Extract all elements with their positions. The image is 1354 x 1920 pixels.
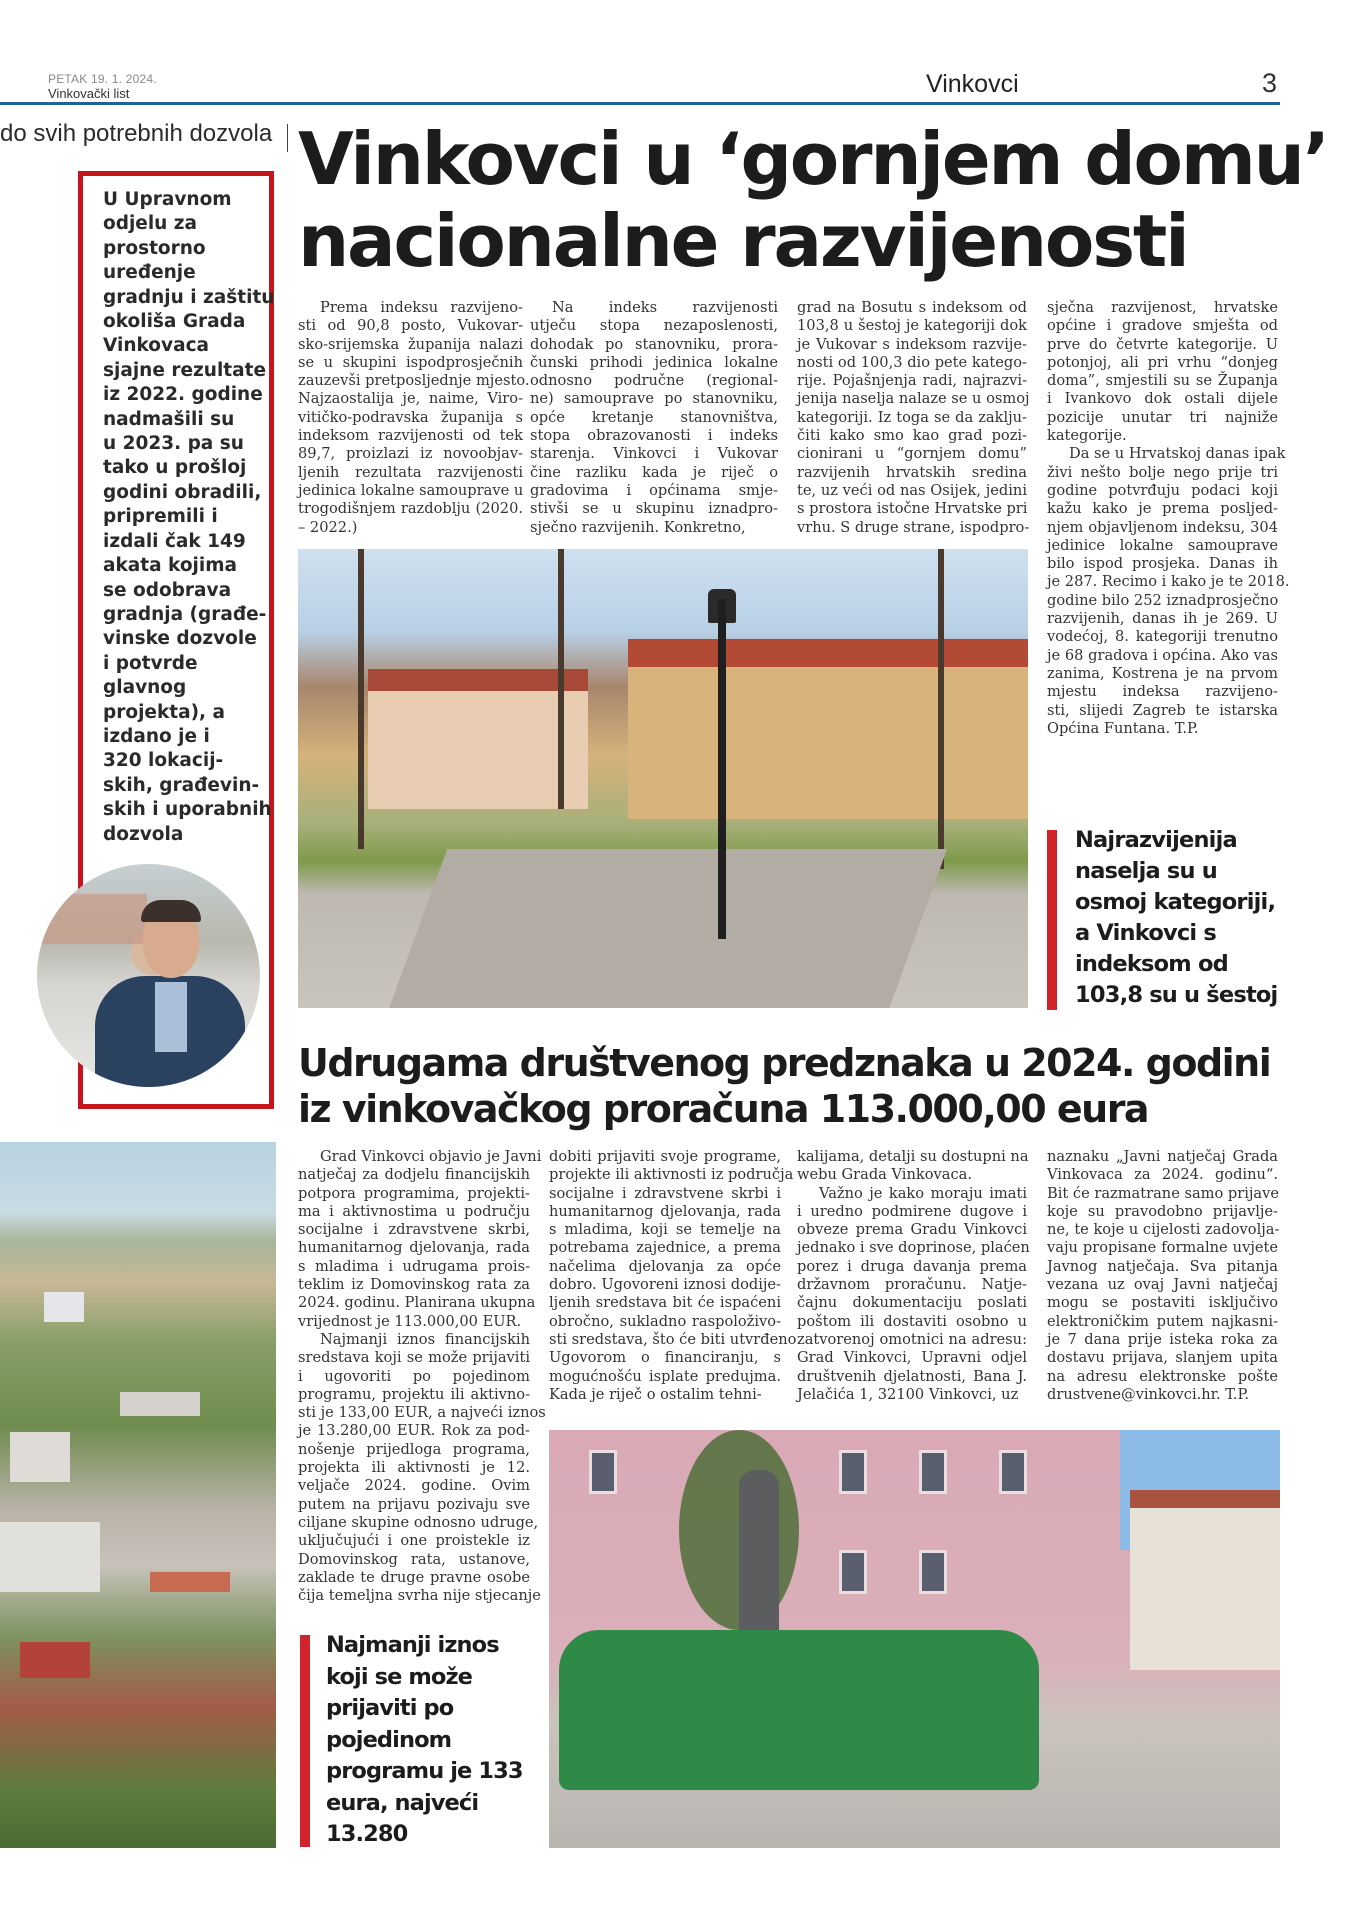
text-line: kalijama, detalji su dostupni na xyxy=(797,1148,1029,1165)
photo-tree xyxy=(938,549,944,869)
aerial-roof xyxy=(150,1572,230,1592)
aerial-building xyxy=(10,1432,70,1482)
text-line: Općina Funtana. T.P. xyxy=(1047,719,1199,737)
text-line: pojedinom xyxy=(326,1726,452,1753)
text-line: drustvene@vinkovci.hr. T.P. xyxy=(1047,1385,1250,1403)
text-line: gradnju i zaštitu xyxy=(103,286,275,308)
text-line: prijaviti po xyxy=(326,1695,454,1721)
text-line: jednako i sve doprinose, plaćen xyxy=(797,1239,1030,1257)
text-line: je Vukovar s indeksom razvije- xyxy=(797,335,1027,353)
photo-historic-building xyxy=(628,639,1028,819)
text-line: skih i uporabnih xyxy=(103,799,272,821)
headline-line: nacionalne razvijenosti xyxy=(298,199,1188,283)
text-line: s mladima i udrugama prois- xyxy=(298,1257,530,1275)
text-line: godine bilo 252 iznadprosječno xyxy=(1047,591,1279,609)
photo-tree xyxy=(558,549,564,809)
article1-column-4 xyxy=(1047,299,1290,738)
text-line: obročno, sukladno raspoloživo- xyxy=(549,1312,781,1330)
portrait-photo xyxy=(37,864,260,1087)
text-line: nošenje prijedloga programa, xyxy=(298,1440,530,1458)
text-line: ne) samouprave po stanovniku, xyxy=(530,390,778,408)
text-line: Domovinskog rata, ustanove, xyxy=(298,1550,530,1568)
article2-column-1 xyxy=(298,1148,546,1605)
sidebar-kicker: do svih potrebnih dozvola xyxy=(0,120,273,147)
text-line: gradovima i općinama smje- xyxy=(530,481,778,499)
text-line: jedinica lokalne samouprave u xyxy=(298,481,524,499)
text-line: skih, građevin- xyxy=(103,774,260,796)
text-line: Da se u Hrvatskoj danas ipak xyxy=(1069,445,1286,463)
text-line: bilo ispod prosjeka. Danas ih xyxy=(1047,555,1278,573)
aerial-building xyxy=(0,1522,100,1592)
text-line: uključujući i one proistekle iz xyxy=(298,1532,530,1550)
text-line: čunski prihodi jedinica lokalne xyxy=(530,353,778,371)
text-line: pozicije unutar tri najniže xyxy=(1047,408,1278,426)
text-line: je 7 dana prije isteka roka za xyxy=(1047,1330,1278,1348)
text-line: potonjoj, ali pri vrhu “donjeg xyxy=(1047,353,1278,371)
publication-name: Vinkovački list xyxy=(48,86,130,101)
text-line: osmoj kategoriji, xyxy=(1075,889,1276,915)
text-line: cionirani u “gornjem domu” xyxy=(797,445,1027,463)
text-line: veljače 2024. godine. Ovim xyxy=(298,1477,530,1495)
text-line: sredstava koji se može prijaviti xyxy=(298,1349,530,1367)
photo-window xyxy=(999,1450,1027,1494)
text-line: Najmanji iznos xyxy=(326,1632,499,1658)
text-line: ljenih sredstava bit će ispaćeni xyxy=(549,1294,781,1312)
headline-line: Vinkovci u ‘gornjem domu’ xyxy=(298,117,1328,201)
text-line: njem objavljenom indeksu, 304 xyxy=(1047,518,1278,536)
text-line: vitičko-podravska županija s xyxy=(298,408,523,426)
text-line: se u skupini ispodprosječnih xyxy=(298,353,523,371)
text-line: jenija naselja nalaze se u osmoj xyxy=(797,390,1030,408)
text-line: dohodak po stanovniku, prora- xyxy=(530,335,778,353)
photo-pathway xyxy=(389,849,947,1008)
aerial-building xyxy=(44,1292,84,1322)
text-line: čija temeljna svrha nije stjecanje xyxy=(298,1587,541,1605)
text-line: dozvola xyxy=(103,823,184,845)
text-line: sti od 90,8 posto, Vukovar- xyxy=(298,317,523,335)
article2-photo xyxy=(549,1430,1280,1848)
photo-window xyxy=(919,1550,947,1594)
text-line: Prema indeksu razvijeno- xyxy=(320,299,523,316)
article2-column-2 xyxy=(549,1148,797,1404)
text-line: godine potvrđuju podaci koji xyxy=(1047,481,1278,499)
text-line: okoliša Grada xyxy=(103,311,246,333)
photo-buildings xyxy=(1130,1490,1280,1670)
text-line: programu, projektu ili aktivno- xyxy=(298,1385,530,1403)
text-line: kategorije. xyxy=(1047,427,1127,445)
article1-photo xyxy=(298,549,1028,1008)
text-line: vodećoj, 8. kategoriji trenutno xyxy=(1047,628,1278,646)
text-line: humanitarnog djelovanja, rada xyxy=(298,1239,530,1257)
text-line: gradnja (građe- xyxy=(103,603,267,625)
text-line: potpora programima, projekti- xyxy=(298,1184,530,1202)
text-line: humanitarnog djelovanja, rada xyxy=(549,1202,781,1220)
text-line: i Ivankovo dok ostali dijele xyxy=(1047,390,1278,408)
text-line: načelima djelovanja za opće xyxy=(549,1257,781,1275)
photo-window xyxy=(839,1450,867,1494)
text-line: Grad Vinkovci, Upravni odjel xyxy=(797,1349,1027,1367)
text-line: projekte ili aktivnosti iz područja xyxy=(549,1166,794,1184)
text-line: a Vinkovci s xyxy=(1075,920,1216,946)
text-line: 103,8 su u šestoj xyxy=(1075,982,1278,1008)
text-line: projekta), a xyxy=(103,701,226,723)
text-line: mogu se postaviti isključivo xyxy=(1047,1294,1278,1312)
text-line: čine razliku kada je riječ o xyxy=(530,463,778,481)
article2-column-3 xyxy=(797,1148,1030,1404)
text-line: dobiti prijaviti svoje programe, xyxy=(549,1148,781,1165)
text-line: je 68 gradova i općina. Ako vas xyxy=(1047,646,1278,664)
text-line: sjajne rezultate xyxy=(103,359,267,381)
text-line: vrhu. S druge strane, ispodpro- xyxy=(797,518,1030,536)
article1-column-3 xyxy=(797,299,1030,537)
text-line: mjestu indeksa razvijeno- xyxy=(1047,683,1278,701)
pull-quote-bar xyxy=(300,1635,310,1847)
text-line: grad na Bosutu s indeksom od xyxy=(797,299,1027,316)
text-line: elektroničkim putem najkasni- xyxy=(1047,1312,1278,1330)
text-line: – 2022.) xyxy=(298,518,358,536)
text-line: Najzaostalija je, naime, Viro- xyxy=(298,390,523,408)
text-line: Vinkovaca za 2024. godinu“. xyxy=(1047,1166,1278,1184)
photo-building xyxy=(368,669,588,809)
text-line: i ugovoriti po pojedinom xyxy=(298,1367,530,1385)
text-line: odnosno područne (regional- xyxy=(530,372,778,390)
text-line: izdali čak 149 xyxy=(103,530,246,552)
text-line: ciljane skupine odnosno udruge, xyxy=(298,1513,539,1531)
headline-line: Udrugama društvenog predznaka u 2024. godini xyxy=(298,1041,1271,1085)
text-line: razvijenih, danas ih je 269. U xyxy=(1047,610,1278,628)
text-line: vaju propisane formalne uvjete xyxy=(1047,1239,1278,1257)
text-line: sti je 133,00 EUR, a najveći iznos xyxy=(298,1404,546,1422)
text-line: sječna razvijenost, hrvatske xyxy=(1047,299,1278,316)
portrait-background-building xyxy=(37,894,147,944)
pull-quote-bar xyxy=(1047,830,1057,1010)
text-line: se odobrava xyxy=(103,579,232,601)
text-line: Kada je riječ o ostalim tehni- xyxy=(549,1385,762,1403)
text-line: s prostora istočne Hrvatske pri xyxy=(797,500,1028,518)
text-line: Važno je kako moraju imati xyxy=(819,1184,1027,1202)
text-line: indeksom od xyxy=(1075,951,1228,977)
article1-headline xyxy=(298,117,1328,283)
photo-group-of-people xyxy=(559,1630,1039,1790)
text-line: eura, najveći xyxy=(326,1789,479,1816)
text-line: naselja su u xyxy=(1075,858,1217,884)
text-line: zaklade te druge pravne osobe xyxy=(298,1568,530,1586)
text-line: razvijenih hrvatskih sredina xyxy=(797,463,1027,481)
text-line: trogodišnjem razdoblju (2020. xyxy=(298,500,523,518)
text-line: te, uz veći od nas Osijek, jedini xyxy=(797,481,1027,499)
text-line: Javnog natječaja. Sva pitanja xyxy=(1047,1257,1278,1275)
text-line: sječno razvijenih. Konkretno, xyxy=(530,518,746,536)
text-line: dostavu prijava, slanjem upita xyxy=(1047,1349,1278,1367)
article2-headline xyxy=(298,1040,1298,1132)
text-line: akata kojima xyxy=(103,555,237,577)
text-line: putem na prijavu pozivaju sve xyxy=(298,1495,530,1513)
text-line: opće kretanje stanovništva, xyxy=(530,408,778,426)
text-line: 103,8 u šestoj je kategoriji dok xyxy=(797,317,1027,335)
text-line: i uredno podmirene dugove i xyxy=(797,1202,1027,1220)
text-line: stopa obrazovanosti i indeks xyxy=(530,427,778,445)
text-line: Jelačića 1, 32100 Vinkovci, uz xyxy=(797,1385,1019,1403)
text-line: porez i druga davanja prema xyxy=(797,1257,1027,1275)
text-line: vezana uz ovaj Javni natječaj xyxy=(1047,1276,1278,1294)
header-rule xyxy=(0,102,1280,105)
text-line: je 287. Recimo i kako je te 2018. xyxy=(1047,573,1290,591)
text-line: Najrazvijenija xyxy=(1075,827,1237,853)
text-line: teklim iz Domovinskog rata za xyxy=(298,1276,530,1294)
text-line: koje su pravodobno prijavlje- xyxy=(1047,1202,1278,1220)
photo-window xyxy=(919,1450,947,1494)
text-line: nosti od 100,3 dio pete katego- xyxy=(797,353,1027,371)
aerial-photo xyxy=(0,1142,276,1848)
text-line: doma”, smjestili su se Županja xyxy=(1047,372,1278,390)
text-line: čajnu dokumentaciju poslati xyxy=(797,1294,1027,1312)
aerial-roof xyxy=(20,1642,90,1678)
text-line: stivši se u skupinu iznadpro- xyxy=(530,500,778,518)
text-line: tako u prošloj xyxy=(103,457,247,479)
photo-lamp-post xyxy=(718,599,726,939)
sidebar-box-text xyxy=(103,188,273,847)
text-line: godini obradili, xyxy=(103,481,262,503)
text-line: je 13.280,00 EUR. Rok za pod- xyxy=(298,1422,530,1440)
text-line: u 2023. pa su xyxy=(103,433,244,455)
text-line: utječu stopa nezaposlenosti, xyxy=(530,317,778,335)
photo-window xyxy=(589,1450,617,1494)
text-line: 320 lokacij- xyxy=(103,750,224,772)
issue-date: PETAK 19. 1. 2024. xyxy=(48,72,157,86)
text-line: s mladima, koji se temelje na xyxy=(549,1221,781,1239)
text-line: zauzevši pretposljednje mjesto. xyxy=(298,372,530,390)
text-line: iz 2022. godine xyxy=(103,384,263,406)
text-line: zatvorenoj omotnici na adresu: xyxy=(797,1330,1027,1348)
text-line: poštom ili dostaviti osobno u xyxy=(797,1312,1027,1330)
text-line: 2024. godinu. Planirana ukupna xyxy=(298,1294,536,1312)
portrait-hair xyxy=(141,900,201,922)
text-line: glavnog xyxy=(103,677,187,699)
article1-pull-quote xyxy=(1075,825,1295,1011)
text-line: potrebama zajednice, a prema xyxy=(549,1239,781,1257)
column-divider xyxy=(287,124,288,152)
text-line: vinske dozvole xyxy=(103,628,257,650)
text-line: prostorno xyxy=(103,237,206,259)
text-line: U Upravnom xyxy=(103,189,232,210)
text-line: 13.280 xyxy=(326,1821,408,1847)
text-line: programu je 133 xyxy=(326,1758,523,1784)
text-line: čiti kako smo kao grad pozi- xyxy=(797,427,1027,445)
text-line: dobro. Ugovoreni iznosi dodije- xyxy=(549,1276,781,1294)
article2-pull-quote xyxy=(326,1630,536,1851)
photo-window xyxy=(839,1550,867,1594)
text-line: sti sredstava, što će biti utvrđeno xyxy=(549,1330,797,1348)
text-line: jedinice lokalne samouprave xyxy=(1047,536,1278,554)
portrait-shirt xyxy=(155,982,187,1052)
text-line: odjelu za xyxy=(103,213,198,235)
text-line: Grad Vinkovci objavio je Javni xyxy=(320,1148,542,1165)
text-line: socijalne i zdravstvene skrbi i xyxy=(549,1184,781,1202)
text-line: webu Grada Vinkovaca. xyxy=(797,1166,972,1184)
article2-column-4 xyxy=(1047,1148,1278,1404)
text-line: indeksom razvijenosti od tek xyxy=(298,427,523,445)
text-line: izdano je i xyxy=(103,725,210,747)
text-line: ma i aktivnostima u području xyxy=(298,1202,530,1220)
text-line: zanima, Kostrena je na prvom xyxy=(1047,664,1278,682)
text-line: projekta ili aktivnosti je 12. xyxy=(298,1459,530,1477)
headline-line: iz vinkovačkog proračuna 113.000,00 eura xyxy=(298,1087,1149,1131)
article1-column-2 xyxy=(530,299,778,537)
text-line: rije. Pojašnjenja radi, najrazvi- xyxy=(797,372,1027,390)
text-line: ljenih rezultata razvijenosti xyxy=(298,463,523,481)
text-line: sko-srijemska županija nalazi xyxy=(298,335,523,353)
text-line: Ugovorom o financiranju, s xyxy=(549,1349,781,1367)
text-line: obveze prema Gradu Vinkovci xyxy=(797,1221,1027,1239)
photo-tree xyxy=(358,549,364,849)
text-line: općine i gradove smješta od xyxy=(1047,317,1278,335)
text-line: državnom proračunu. Natje- xyxy=(797,1276,1027,1294)
text-line: naznaku „Javni natječaj Grada xyxy=(1047,1148,1278,1165)
text-line: društvenih djelatnosti, Bana J. xyxy=(797,1367,1027,1385)
article1-column-1 xyxy=(298,299,530,537)
text-line: prve do četvrte kategorije. U xyxy=(1047,335,1278,353)
text-line: pripremili i xyxy=(103,506,218,528)
text-line: živi nešto bolje nego prije tri xyxy=(1047,463,1278,481)
text-line: ne, te koje u cijelosti zadovolja- xyxy=(1047,1221,1280,1239)
text-line: socijalne i zdravstvene skrbi, xyxy=(298,1221,530,1239)
text-line: nadmašili su xyxy=(103,408,235,430)
page-number: 3 xyxy=(1262,68,1278,98)
text-line: vrijednost je 113.000,00 EUR. xyxy=(298,1312,522,1330)
text-line: Vinkovaca xyxy=(103,335,210,357)
text-line: uređenje xyxy=(103,262,196,284)
text-line: koji se može xyxy=(326,1663,473,1690)
text-line: kategoriji. Iz toga se da zaklju- xyxy=(797,408,1027,426)
text-line: Bit će razmatrane samo prijave xyxy=(1047,1184,1280,1202)
text-line: na adresu elektronske pošte xyxy=(1047,1367,1278,1385)
text-line: starenja. Vinkovci i Vukovar xyxy=(530,445,778,463)
text-line: 89,7, proizlazi iz novoobjav- xyxy=(298,445,523,463)
text-line: Na indeks razvijenosti xyxy=(552,299,778,316)
aerial-building xyxy=(120,1392,200,1416)
text-line: mogućnošću isplate predujma. xyxy=(549,1367,781,1385)
text-line: sti, slijedi Zagreb te istarska xyxy=(1047,701,1278,719)
text-line: i potvrde xyxy=(103,652,198,674)
text-line: kažu kako je prema posljed- xyxy=(1047,500,1278,518)
text-line: natječaj za dodjelu financijskih xyxy=(298,1166,530,1184)
text-line: Najmanji iznos financijskih xyxy=(320,1330,530,1348)
section-title: Vinkovci xyxy=(926,70,1019,98)
photo-statue xyxy=(739,1470,779,1650)
